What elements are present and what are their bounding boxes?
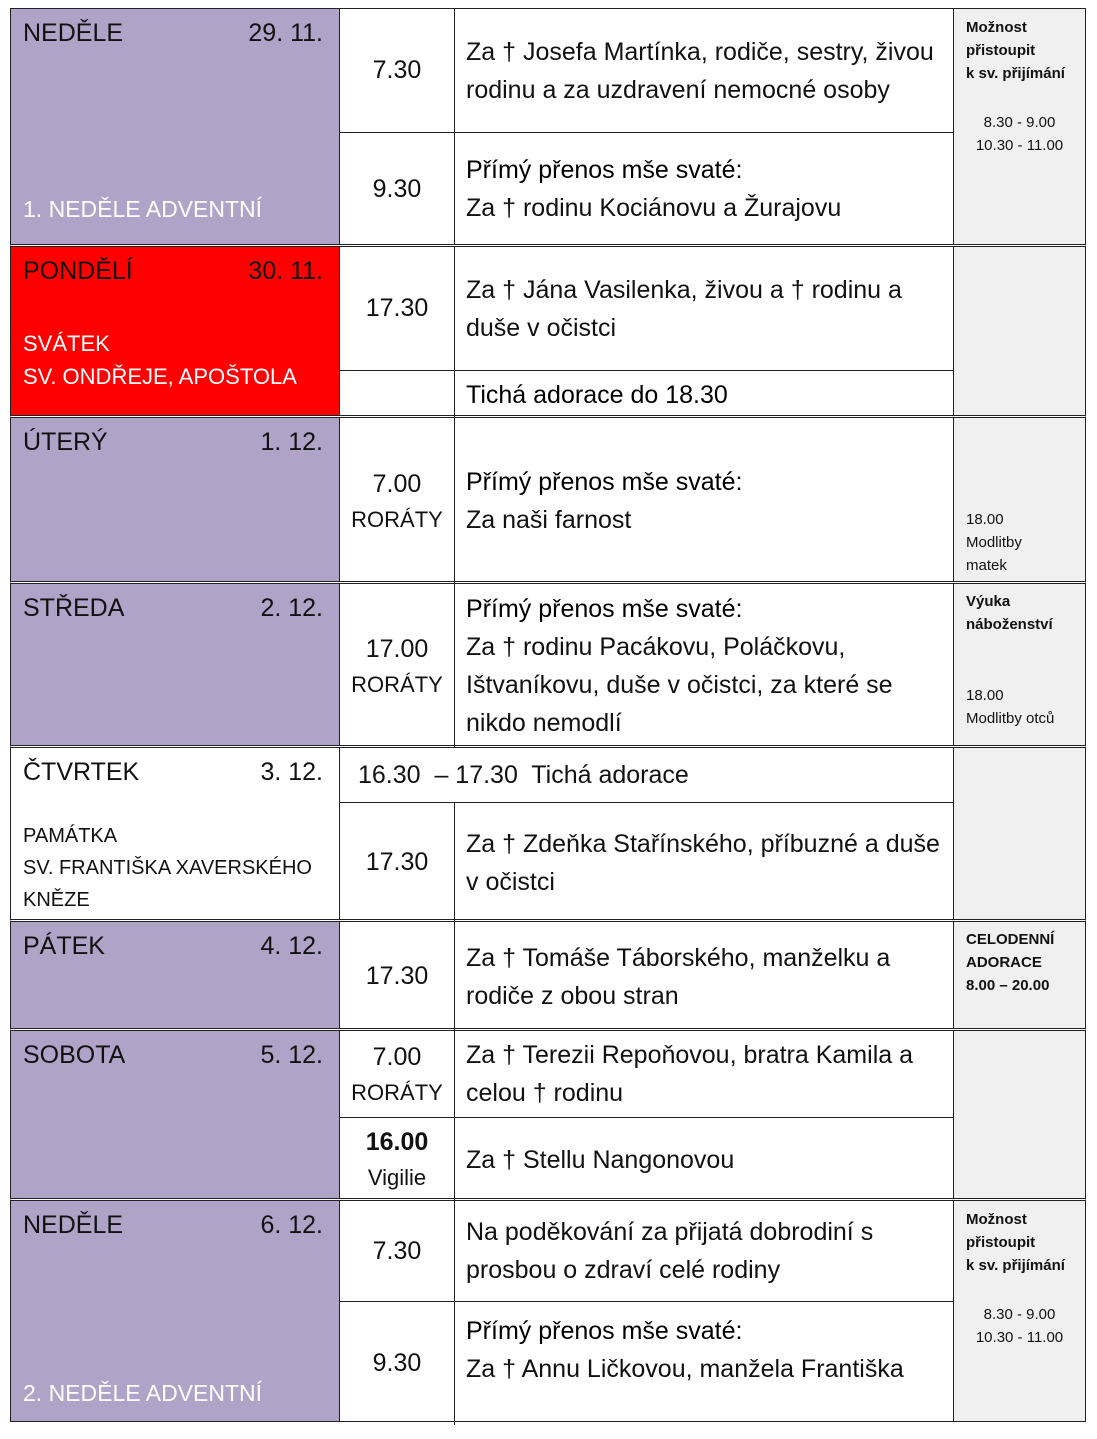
day-name: ČTVRTEK: [23, 758, 140, 786]
mass-intention: [455, 418, 953, 584]
note-title: Výuka: [966, 593, 1011, 610]
note-line: matek: [966, 557, 1007, 574]
note-title: přistoupit: [966, 1234, 1036, 1251]
memorial-label: PAMÁTKA: [23, 825, 118, 847]
feast-label: SV. ONDŘEJE, APOŠTOLA: [23, 364, 297, 389]
time-value: 17.30: [365, 962, 429, 990]
mass-row: [340, 584, 953, 748]
day-cell: [11, 247, 340, 415]
mass-row: [340, 247, 953, 370]
note-line: 18.00: [966, 687, 1004, 704]
mass-time: [340, 371, 455, 418]
day-block-saturday-5-12: [10, 1028, 1086, 1198]
mass-time: [340, 1302, 455, 1425]
mass-schedule-table: [10, 8, 1086, 1422]
note-time: 10.30 - 11.00: [975, 137, 1064, 154]
mass-time: [340, 1031, 455, 1117]
adoration-text: [455, 371, 953, 418]
note-title: náboženství: [966, 616, 1053, 633]
note-title: Možnost: [966, 1211, 1027, 1228]
intention-text: Za † rodinu Kociánovu a Žurajovu: [466, 194, 842, 222]
time-value: 7.30: [372, 56, 422, 84]
day-block-thursday-3-12: [10, 745, 1086, 919]
day-date: 4. 12.: [260, 932, 323, 960]
mass-intention: [455, 803, 953, 922]
live-stream-label: Přímý přenos mše svaté:: [466, 156, 743, 184]
day-cell: [11, 1031, 340, 1198]
mass-time: [340, 584, 455, 748]
intention-text: Za † rodinu Pacákovu, Poláčkovu, Ištvaníkovu, duše v očistci, za které se nikdo nemodlí: [466, 633, 893, 737]
note-title: CELODENNÍ: [966, 931, 1055, 948]
mass-intention: [455, 1201, 953, 1301]
day-date: 6. 12.: [260, 1211, 323, 1239]
live-stream-label: Přímý přenos mše svaté:: [466, 1317, 743, 1345]
mass-row: [340, 922, 953, 1031]
time-value: 9.30: [372, 1349, 422, 1377]
time-value: 7.00: [372, 469, 422, 498]
mass-time: [340, 922, 455, 1031]
note-time: 8.30 - 9.00: [983, 114, 1056, 131]
mass-row: [340, 132, 953, 245]
intention-text: Za † Tomáše Táborského, manželku a rodiče z obou stran: [466, 943, 891, 1010]
mass-time: [340, 247, 455, 370]
intention-text: Tichá adorace do 18.30: [466, 380, 728, 409]
adoration-text: [340, 748, 953, 802]
time-value: 17.30: [365, 294, 429, 322]
live-stream-label: Přímý přenos mše svaté:: [466, 595, 743, 623]
rorate-label: RORÁTY: [351, 671, 443, 697]
time-value: 7.00: [372, 1042, 422, 1071]
mass-time: [340, 803, 455, 922]
rorate-label: RORÁTY: [351, 506, 443, 532]
day-date: 5. 12.: [260, 1041, 323, 1069]
day-name: PÁTEK: [23, 932, 105, 960]
mass-row: [340, 418, 953, 584]
mass-time: [340, 1201, 455, 1301]
note-line: Modlitby otců: [966, 710, 1055, 727]
mass-intention: [455, 9, 953, 132]
note-cell: [953, 748, 1085, 919]
day-date: 30. 11.: [248, 257, 323, 285]
note-title: přistoupit: [966, 42, 1036, 59]
note-cell: [953, 247, 1085, 415]
time-value: 9.30: [372, 174, 422, 203]
day-cell: [11, 418, 340, 581]
adoration-value: 16.30 – 17.30 Tichá adorace: [358, 760, 689, 789]
note-line: Modlitby: [966, 534, 1022, 551]
time-value: 7.30: [372, 1236, 422, 1265]
mass-intention: [455, 922, 953, 1031]
day-name: ÚTERÝ: [23, 428, 108, 456]
day-name: NEDĚLE: [23, 19, 124, 47]
day-cell: [11, 922, 340, 1028]
note-title: Možnost: [966, 19, 1027, 36]
mass-time: [340, 418, 455, 584]
note-line: 18.00: [966, 511, 1004, 528]
day-name: NEDĚLE: [23, 1211, 124, 1239]
feast-label: 2. NEDĚLE ADVENTNÍ: [23, 1380, 263, 1406]
day-cell: [11, 584, 340, 745]
rorate-label: RORÁTY: [351, 1079, 443, 1105]
mass-row: [340, 1301, 953, 1425]
feast-label: 1. NEDĚLE ADVENTNÍ: [23, 196, 263, 222]
intention-text: Za naši farnost: [466, 506, 632, 534]
note-cell: [953, 584, 1085, 745]
mass-row: [340, 1201, 953, 1301]
note-cell: [953, 922, 1085, 1028]
vigil-label: Vigilie: [367, 1165, 427, 1190]
time-value: 17.30: [365, 848, 429, 876]
intention-text: Za † Terezii Repoňovou, bratra Kamila a celou † rodinu: [466, 1041, 913, 1107]
day-date: 3. 12.: [260, 758, 323, 786]
time-value: 17.00: [365, 634, 429, 663]
mass-time: [340, 133, 455, 245]
intention-text: Za † Zdeňka Stařínského, příbuzné a duše v očistci: [466, 829, 940, 896]
mass-intention: [455, 584, 953, 748]
note-cell: [953, 1201, 1085, 1421]
day-block-monday-30-11: [10, 244, 1086, 415]
day-name: STŘEDA: [23, 594, 125, 622]
day-block-friday-4-12: [10, 919, 1086, 1028]
live-stream-label: Přímý přenos mše svaté:: [466, 468, 743, 496]
intention-text: Za † Josefa Martínka, rodiče, sestry, živou rodinu a za uzdravení nemocné osoby: [466, 37, 934, 104]
mass-row: [340, 1117, 953, 1201]
intention-text: Za † Annu Ličkovou, manžela Františka: [466, 1355, 904, 1383]
mass-row: [340, 802, 953, 922]
mass-row: [340, 1031, 953, 1117]
memorial-label: SV. FRANTIŠKA XAVERSKÉHO: [23, 857, 312, 879]
day-date: 2. 12.: [260, 594, 323, 622]
adoration-row: [340, 370, 953, 418]
day-cell: [11, 748, 340, 919]
day-date: 29. 11.: [248, 19, 323, 47]
mass-intention: [455, 133, 953, 245]
day-cell: [11, 1201, 340, 1421]
day-block-sunday-6-12: [10, 1198, 1086, 1422]
intention-text: Za † Jána Vasilenka, živou a † rodinu a duše v očistci: [466, 275, 902, 342]
mass-intention: [455, 247, 953, 370]
day-block-tuesday-1-12: [10, 415, 1086, 581]
mass-row: [340, 9, 953, 132]
note-cell: [953, 1031, 1085, 1198]
mass-time: [340, 1118, 455, 1201]
intention-text: Za † Stellu Nangonovou: [466, 1145, 735, 1174]
note-cell: [953, 418, 1085, 581]
day-date: 1. 12.: [260, 428, 323, 456]
mass-intention: [455, 1302, 953, 1425]
mass-time: [340, 9, 455, 132]
mass-intention: [455, 1118, 953, 1201]
day-name: PONDĚLÍ: [23, 257, 133, 285]
time-value: 16.00: [365, 1128, 429, 1156]
day-block-wednesday-2-12: [10, 581, 1086, 745]
note-title: k sv. přijímání: [966, 1257, 1065, 1274]
feast-label: SVÁTEK: [23, 331, 110, 356]
intention-text: Na poděkování za přijatá dobrodiní s prosbou o zdraví celé rodiny: [466, 1218, 874, 1284]
note-time: 8.30 - 9.00: [983, 1306, 1056, 1323]
day-block-sunday-29-11: [10, 8, 1086, 244]
note-title: k sv. přijímání: [966, 65, 1065, 82]
note-title: ADORACE: [966, 954, 1042, 971]
memorial-label: KNĚZE: [23, 889, 90, 911]
note-title: 8.00 – 20.00: [966, 977, 1050, 994]
day-cell: [11, 9, 340, 244]
mass-intention: [455, 1031, 953, 1117]
note-cell: [953, 9, 1085, 244]
adoration-row: [340, 748, 953, 802]
note-time: 10.30 - 11.00: [975, 1329, 1064, 1346]
day-name: SOBOTA: [23, 1041, 126, 1069]
